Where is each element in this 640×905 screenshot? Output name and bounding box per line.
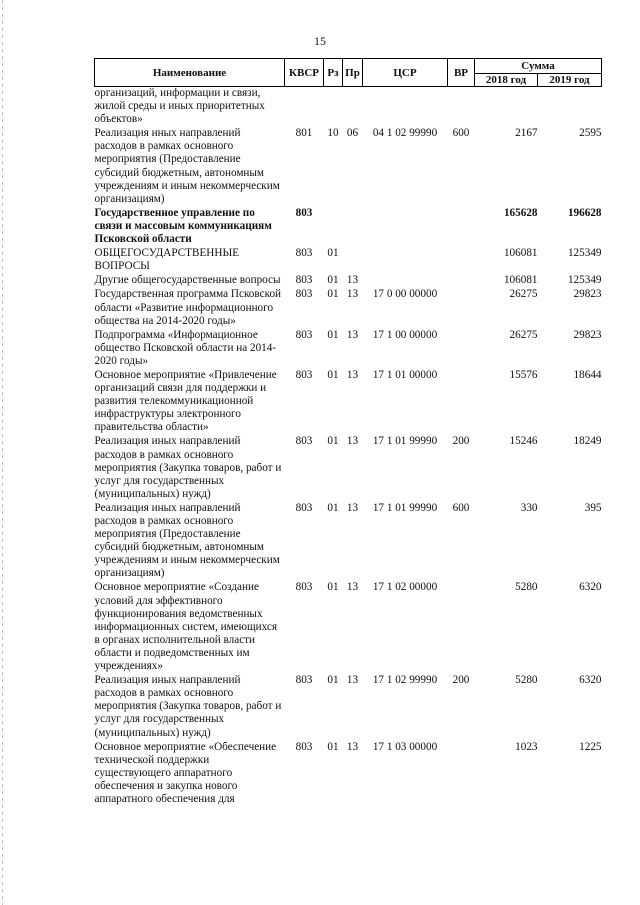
cell-pr: 13 xyxy=(346,674,359,687)
cell-kvsr: 803 xyxy=(295,368,313,381)
cell-pr xyxy=(343,246,363,273)
cell-csr: 17 1 00 00000 xyxy=(372,328,438,341)
cell-vr xyxy=(448,287,475,327)
cell-csr: 04 1 02 99990 xyxy=(372,127,438,140)
header-2018: 2018 год xyxy=(475,74,538,87)
cell-pr: 06 xyxy=(346,127,359,140)
cell-pr: 13 xyxy=(346,501,359,514)
cell-vr xyxy=(448,328,475,368)
cell-y2019: 6320 xyxy=(579,674,602,687)
cell-vr: 200 xyxy=(452,674,470,687)
table-row xyxy=(95,501,602,581)
cell-y2018: 106081 xyxy=(503,247,538,260)
cell-vr xyxy=(448,87,475,127)
cell-csr: 17 1 02 99990 xyxy=(372,674,438,687)
cell-rz: 01 xyxy=(327,674,339,687)
cell-y2019: 18644 xyxy=(573,368,602,381)
cell-y2018: 2167 xyxy=(515,127,538,140)
cell-kvsr: 803 xyxy=(295,674,313,687)
cell-y2018: 15246 xyxy=(509,435,538,448)
budget-table xyxy=(94,58,602,806)
table-row xyxy=(95,740,602,806)
cell-y2019: 2595 xyxy=(579,127,602,140)
cell-kvsr: 803 xyxy=(295,435,313,448)
table-row xyxy=(95,287,602,327)
table-row xyxy=(95,273,602,287)
cell-y2019: 125349 xyxy=(567,274,602,287)
cell-rz: 10 xyxy=(327,127,339,140)
table-row xyxy=(95,434,602,500)
cell-name: ОБЩЕГОСУДАРСТВЕННЫЕ ВОПРОСЫ xyxy=(94,247,240,273)
table-row xyxy=(95,126,602,206)
cell-pr: 13 xyxy=(346,581,359,594)
cell-kvsr: 803 xyxy=(295,501,313,514)
cell-rz: 01 xyxy=(327,368,339,381)
cell-rz: 01 xyxy=(327,435,339,448)
cell-rz: 01 xyxy=(327,247,339,260)
cell-vr: 200 xyxy=(452,435,470,448)
cell-y2018: 330 xyxy=(520,501,538,514)
cell-pr xyxy=(343,87,363,127)
cell-csr: 17 1 01 99990 xyxy=(372,435,438,448)
cell-csr xyxy=(363,87,448,127)
cell-rz: 01 xyxy=(327,328,339,341)
cell-y2019: 29823 xyxy=(573,288,602,301)
cell-pr: 13 xyxy=(346,435,359,448)
cell-name: Основное мероприятие «Создание условий для эффективного функционирования ведомственных информационных систем, имеющихся в органах исполнительной власти области и подведомственных им учреждениях» xyxy=(94,581,277,673)
cell-y2018: 165628 xyxy=(503,206,538,219)
header-kvsr: КВСР xyxy=(285,59,324,87)
cell-kvsr: 803 xyxy=(295,288,313,301)
cell-vr xyxy=(448,740,475,806)
cell-kvsr: 803 xyxy=(295,328,313,341)
header-sum: Сумма xyxy=(475,59,602,74)
header-rz: Рз xyxy=(324,59,343,87)
cell-kvsr: 803 xyxy=(295,274,313,287)
cell-vr: 600 xyxy=(452,127,470,140)
cell-pr: 13 xyxy=(346,288,359,301)
table-row xyxy=(95,368,602,434)
cell-kvsr: 803 xyxy=(295,581,313,594)
cell-y2019: 1225 xyxy=(579,740,602,753)
cell-rz: 01 xyxy=(327,274,339,287)
cell-rz: 01 xyxy=(327,581,339,594)
cell-pr: 13 xyxy=(346,740,359,753)
table-body xyxy=(95,87,602,807)
table-row xyxy=(95,87,602,127)
cell-csr: 17 1 01 00000 xyxy=(372,368,438,381)
cell-y2019: 6320 xyxy=(579,581,602,594)
header-2019: 2019 год xyxy=(538,74,602,87)
cell-rz: 01 xyxy=(327,740,339,753)
cell-vr xyxy=(448,273,475,287)
cell-name: Подпрограмма «Информационное общество Псковской области на 2014-2020 годы» xyxy=(94,328,277,367)
cell-csr xyxy=(363,246,448,273)
cell-rz xyxy=(324,206,343,246)
cell-y2019: 18249 xyxy=(573,435,602,448)
cell-kvsr: 803 xyxy=(295,740,313,753)
cell-kvsr: 801 xyxy=(295,127,313,140)
page-number: 15 xyxy=(314,34,326,48)
cell-vr: 600 xyxy=(452,501,470,514)
table-row xyxy=(95,206,602,246)
cell-name: Государственная программа Псковской области «Развитие информационного общества на 2014-2020 годы» xyxy=(94,288,282,327)
cell-rz: 01 xyxy=(327,288,339,301)
cell-name: Реализация иных направлений расходов в рамках основного мероприятия (Предоставление субсидий бюджетным, автономным учреждениям и иным некоммерческим организациям) xyxy=(94,127,280,205)
table-row xyxy=(95,580,602,673)
cell-name: Реализация иных направлений расходов в рамках основного мероприятия (Закупка товаров, работ и услуг для государственных (муниципальных) нужд) xyxy=(94,435,282,500)
cell-kvsr: 803 xyxy=(295,206,313,219)
cell-csr: 17 1 03 00000 xyxy=(372,740,438,753)
table-row xyxy=(95,673,602,739)
scan-edge-line xyxy=(2,0,3,905)
cell-y2019: 395 xyxy=(584,501,602,514)
cell-y2018: 26275 xyxy=(509,288,538,301)
cell-vr xyxy=(448,580,475,673)
cell-kvsr xyxy=(285,87,324,127)
cell-y2018: 5280 xyxy=(515,581,538,594)
cell-y2018: 1023 xyxy=(515,740,538,753)
header-pr: Пр xyxy=(343,59,363,87)
cell-pr: 13 xyxy=(346,274,359,287)
cell-name: Государственное управление по связи и массовым коммуникациям Псковской области xyxy=(94,206,272,246)
cell-pr: 13 xyxy=(346,368,359,381)
cell-vr xyxy=(448,368,475,434)
header-name: Наименование xyxy=(95,59,285,87)
cell-rz xyxy=(324,87,343,127)
cell-y2018: 5280 xyxy=(515,674,538,687)
table-row xyxy=(95,246,602,273)
cell-name: организаций, информации и связи, жилой среды и иных приоритетных объектов» xyxy=(94,87,265,126)
header-csr: ЦСР xyxy=(363,59,448,87)
cell-name: Реализация иных направлений расходов в рамках основного мероприятия (Предоставление субсидий бюджетным, автономным учреждениям и иным некоммерческим организациям) xyxy=(94,501,280,580)
cell-csr: 17 1 02 00000 xyxy=(372,581,438,594)
cell-rz: 01 xyxy=(327,501,339,514)
cell-csr xyxy=(363,273,448,287)
cell-y2018 xyxy=(475,87,538,127)
cell-name: Основное мероприятие «Привлечение организаций связи для поддержки и развития телекоммуникационной инфраструктуры электронного правительства области» xyxy=(94,368,277,434)
cell-y2019: 125349 xyxy=(567,247,602,260)
cell-y2018: 26275 xyxy=(509,328,538,341)
cell-vr xyxy=(448,246,475,273)
cell-pr xyxy=(343,206,363,246)
cell-csr: 17 0 00 00000 xyxy=(372,288,438,301)
cell-y2019 xyxy=(538,87,602,127)
cell-vr xyxy=(448,206,475,246)
cell-y2019: 196628 xyxy=(567,206,602,219)
cell-y2018: 15576 xyxy=(509,368,538,381)
table-header xyxy=(95,59,602,87)
table-row xyxy=(95,328,602,368)
cell-kvsr: 803 xyxy=(295,247,313,260)
cell-name: Реализация иных направлений расходов в рамках основного мероприятия (Закупка товаров, работ и услуг для государственных (муниципальных) нужд) xyxy=(94,674,282,739)
cell-csr: 17 1 01 99990 xyxy=(372,501,438,514)
header-vr: ВР xyxy=(448,59,475,87)
cell-pr: 13 xyxy=(346,328,359,341)
cell-y2018: 106081 xyxy=(503,274,538,287)
cell-name: Другие общегосударственные вопросы xyxy=(94,274,281,287)
cell-y2019: 29823 xyxy=(573,328,602,341)
cell-name: Основное мероприятие «Обеспечение технической поддержки существующего аппаратного обеспечения и закупка нового аппаратного обеспечения для xyxy=(94,740,277,805)
cell-csr xyxy=(363,206,448,246)
